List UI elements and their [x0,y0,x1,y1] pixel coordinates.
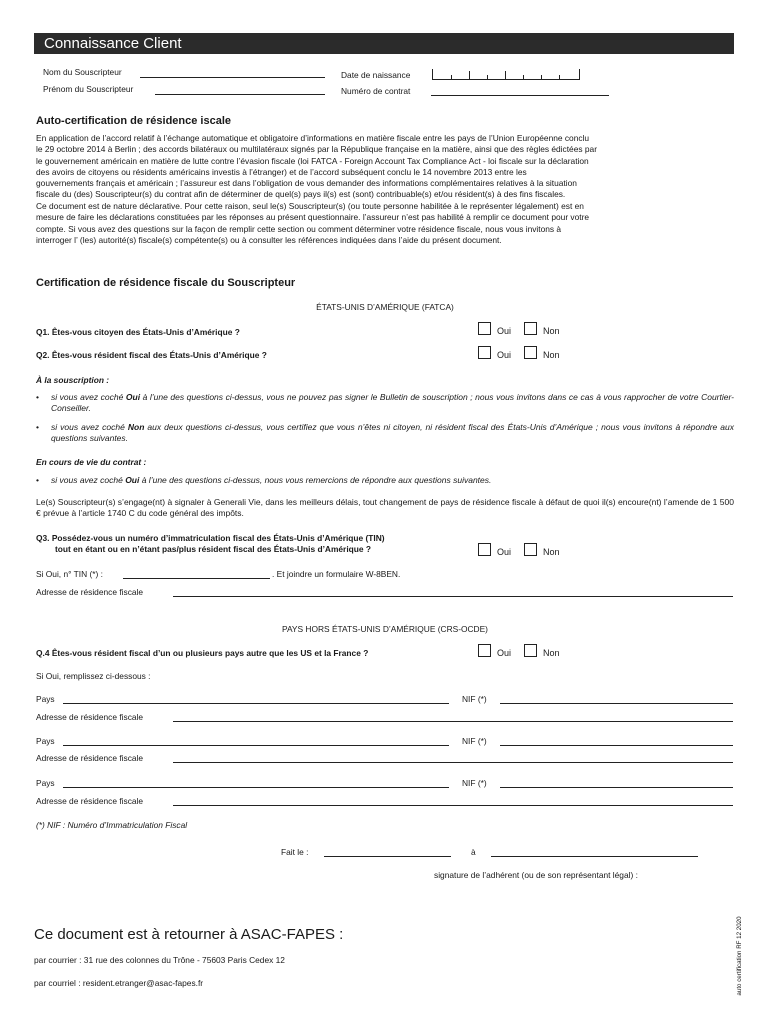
q2-label: Q2. Êtes-vous résident fiscal des États-Unis d’Amérique ? [36,350,267,360]
bullet-souscription-oui: • si vous avez coché Oui à l’une des questions ci-dessus, vous ne pouvez pas signer le Bulletin de souscription ; nous vous invitons dans ce cas à vous rapprocher de votre Courtier-Conseiller. [36,392,734,414]
adresse-3-label: Adresse de résidence fiscale [36,796,144,806]
prenom-label: Prénom du Souscripteur [43,84,134,94]
signature-label: signature de l’adhérent (ou de son représentant légal) : [434,870,638,880]
tin-adresse-label: Adresse de résidence fiscale [36,587,144,597]
crs-heading: PAYS HORS ÉTATS-UNIS D’AMÉRIQUE (CRS-OCDE) [282,624,488,634]
q2-oui-checkbox[interactable] [478,346,491,359]
tin-adresse-input[interactable] [173,596,733,597]
q1-non-checkbox[interactable] [524,322,537,335]
tin-label: Si Oui, n° TIN (*) : [36,569,103,579]
auto-cert-p2-line: interroger l’ (les) autorité(s) fiscale(s) compétente(s) ou à consulter les références indiquées dans l’aide du présent document. [36,234,502,245]
auto-cert-paragraph-2 [36,201,736,246]
auto-cert-title: Auto-certification de résidence iscale [36,115,232,127]
nif-3-input[interactable] [500,787,733,788]
q3-line-2: tout en étant ou en n’étant pas/plus résident fiscal des États-Unis d’Amérique ? [55,544,371,554]
section-header-bar [34,33,734,54]
side-reference: auto certification RF 12 2020 [736,916,743,996]
q2-non-label: Non [543,350,560,360]
contrat-label: Numéro de contrat [341,86,411,96]
bullet-keyword: Oui [125,392,141,402]
q4-oui-label: Oui [497,648,512,658]
si-oui-label: Si Oui, remplissez ci-dessous : [36,671,151,681]
courrier-address: par courrier : 31 rue des colonnes du Trône - 75603 Paris Cedex 12 [34,955,285,965]
pays-3-input[interactable] [63,787,449,788]
adresse-1-label: Adresse de résidence fiscale [36,712,144,722]
q2-non-checkbox[interactable] [524,346,537,359]
q3-line-1: Q3. Possédez-vous un numéro d’immatriculation fiscal des États-Unis d’Amérique (TIN) [36,533,385,543]
bullet-souscription-non: • si vous avez coché Non aux deux questions ci-dessus, vous certifiez que vous n’êtes ni citoyen, ni résident fiscal des États-Unis d’Amérique ; nous vous invitons à répondre aux questions suivantes. [36,422,734,444]
a-label: à [471,847,476,857]
bullet-2-text: si vous avez coché Non aux deux questions ci-dessus, vous certifiez que vous n’êtes ni citoyen, ni résident fiscal des États-Unis d’Amérique ; nous vous invitons à répondre aux questions suivantes. [51,422,734,444]
q4-non-checkbox[interactable] [524,644,537,657]
q4-oui-checkbox[interactable] [478,644,491,657]
adresse-1-input[interactable] [173,721,733,722]
nif-2-label: NIF (*) [462,736,487,746]
nom-input[interactable] [140,77,325,78]
cert-section-title: Certification de résidence fiscale du Souscripteur [36,277,296,289]
nom-label: Nom du Souscripteur [43,67,122,77]
auto-cert-p2-line: mesure de faire les déclarations constituées par les réponses au présent questionnaire. l’assureur n’est pas habilité à remplir ce document pour votre [36,212,590,223]
q3-oui-checkbox[interactable] [478,543,491,556]
q1-oui-checkbox[interactable] [478,322,491,335]
nif-3-label: NIF (*) [462,778,487,788]
nif-note: (*) NIF : Numéro d’Immatriculation Fiscal [36,820,188,830]
q3-non-checkbox[interactable] [524,543,537,556]
prenom-input[interactable] [155,94,325,95]
nif-1-label: NIF (*) [462,694,487,704]
adresse-2-label: Adresse de résidence fiscale [36,753,144,763]
date-label: Date de naissance [341,70,411,80]
bullet-3-text: si vous avez coché Oui à l’une des questions ci-dessus, nous vous remercions de répondre aux questions suivantes. [51,475,492,485]
q4-non-label: Non [543,648,560,658]
cours-heading: En cours de vie du contrat : [36,457,147,467]
auto-cert-p1-line: gouvernements français et américain ; l’assureur est dans l’obligation de vous demander des informations complémentaires relatives à la situation [36,178,577,189]
auto-cert-p1-line: des avoirs de citoyens ou résidents américains investis à l’étranger) et de l’accord subséquent conclu le 14 novembre 2013 entre les [36,166,527,177]
q1-non-label: Non [543,326,560,336]
fait-le-date-input[interactable] [324,856,451,857]
q1-label: Q1. Êtes-vous citoyen des États-Unis d’Amérique ? [36,327,240,337]
courriel-address[interactable]: par courriel : resident.etranger@asac-fapes.fr [34,978,204,988]
tin-suffix: . Et joindre un formulaire W-8BEN. [272,569,401,579]
contrat-input[interactable] [431,95,609,96]
pays-1-input[interactable] [63,703,449,704]
retour-title: Ce document est à retourner à ASAC-FAPES : [34,926,344,943]
page-title: Connaissance Client [44,35,182,52]
q1-oui-label: Oui [497,326,512,336]
fait-a-place-input[interactable] [491,856,698,857]
auto-cert-p1-line: le 29 octobre 2014 à Berlin ; des accords bilatéraux ou multilatéraux signés par la République française en la matière, ainsi que des règles édictées par [36,144,597,155]
auto-cert-p1-line: le gouvernement américain en matière de lutte contre l’évasion fiscale (loi FATCA - Foreign Account Tax Compliance Act - loi fiscale sur la déclaration [36,155,589,166]
nif-1-input[interactable] [500,703,733,704]
tin-input[interactable] [123,578,270,579]
bullet-1-text: si vous avez coché Oui à l’une des questions ci-dessus, vous ne pouvez pas signer le Bulletin de souscription ; nous vous invitons dans ce cas à vous rapprocher de votre Courtier-Conseiller. [51,392,734,414]
bullet-keyword: Oui [125,475,140,485]
engagement-text: Le(s) Souscripteur(s) s’engage(nt) à signaler à Generali Vie, dans les meilleurs délais, tout changement de pays de résidence fiscale à défaut de quoi il(s) encoure(nt) l’amende de 1 500 € prévue à l’article 1740 C du code général des impôts. [36,497,734,519]
pays-2-input[interactable] [63,745,449,746]
fait-le-label: Fait le : [281,847,309,857]
date-of-birth-input[interactable] [432,69,580,80]
auto-cert-p2-line: Ce document est de nature déclarative. Pour cette raison, seul le(s) Souscripteur(s) (ou toute personne habilitée à le représenter légalement) est en [36,201,584,211]
auto-cert-p2-line: compte. Si vous avez des questions sur la façon de remplir cette section ou comment déterminer votre résidence fiscale, nous vous invitons à [36,223,562,234]
pays-2-label: Pays [36,736,55,746]
souscription-heading: À la souscription : [36,375,110,385]
auto-cert-paragraph-1 [36,133,736,201]
q3-non-label: Non [543,547,560,557]
bullet-keyword: Non [127,422,145,432]
auto-cert-p1-line: fiscale du (des) Souscripteur(s) du contrat afin de déterminer de quel(s) pays il(s) est (sont) contribuable(s) et/ou résident(s) à des fins fiscales. [36,189,566,200]
bullet-cours: • si vous avez coché Oui à l’une des questions ci-dessus, nous vous remercions de répondre aux questions suivantes. [36,475,734,487]
pays-3-label: Pays [36,778,55,788]
adresse-3-input[interactable] [173,805,733,806]
nif-2-input[interactable] [500,745,733,746]
q2-oui-label: Oui [497,350,512,360]
fatca-heading: ÉTATS-UNIS D’AMÉRIQUE (FATCA) [316,302,454,312]
q3-oui-label: Oui [497,547,512,557]
adresse-2-input[interactable] [173,762,733,763]
auto-cert-p1-line: En application de l’accord relatif à l’échange automatique et obligatoire d’informations en matière fiscale entre les pays de l’Union Européenne conclu [36,133,590,143]
pays-1-label: Pays [36,694,55,704]
q4-label: Q.4 Êtes-vous résident fiscal d’un ou plusieurs pays autre que les US et la France ? [36,648,369,658]
